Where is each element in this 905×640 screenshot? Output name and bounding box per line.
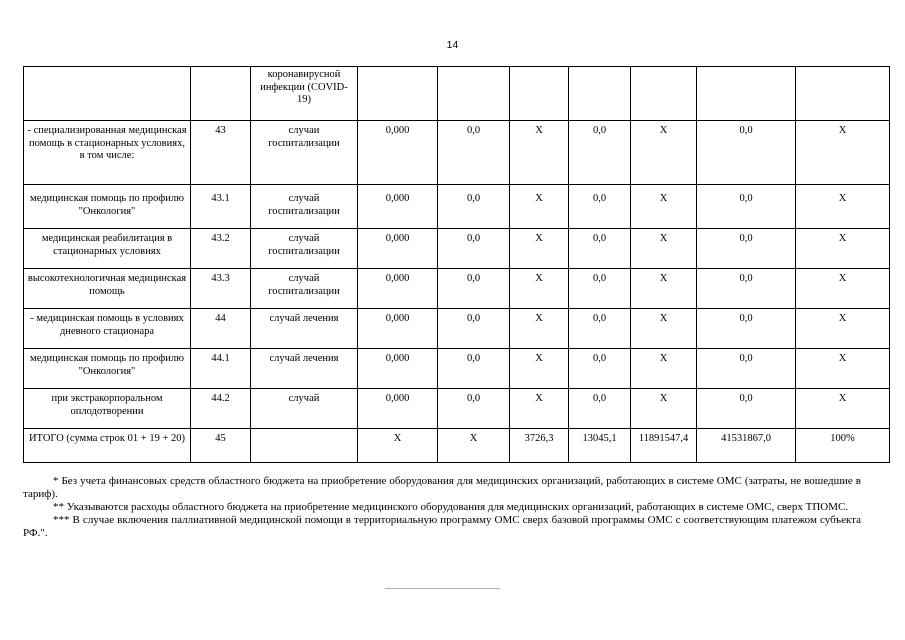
table-cell: 44 [191,309,251,349]
table-cell: 44.2 [191,389,251,429]
table-cell: случай госпитализации [251,229,358,269]
table-cell: - специализированная медицинская помощь в стационарных условиях, в том числе: [24,121,191,185]
table-cell: 0,000 [358,349,438,389]
footnotes [23,475,861,540]
table-cell: при экстракорпоральном оплодотворении [24,389,191,429]
table-cell: 0,0 [438,229,510,269]
table-row [24,349,890,389]
bottom-divider [385,588,500,589]
table-row [24,269,890,309]
table-row-total [24,429,890,463]
table-cell: X [510,309,569,349]
table-cell: X [358,429,438,463]
table-cell [251,429,358,463]
table-cell: 0,0 [697,349,796,389]
table-cell: 0,0 [569,349,631,389]
table-cell: 0,0 [438,121,510,185]
table-cell: 0,0 [697,229,796,269]
table-cell [358,67,438,121]
table-cell: случай госпитализации [251,269,358,309]
table-cell [191,67,251,121]
table-cell: 0,0 [438,269,510,309]
table-cell: 0,000 [358,389,438,429]
table-cell: X [631,121,697,185]
table-cell: X [631,269,697,309]
table-cell: случай лечения [251,349,358,389]
table-cell: медицинская реабилитация в стационарных условиях [24,229,191,269]
table-cell: 41531867,0 [697,429,796,463]
table-row [24,229,890,269]
footnote: ** Указываются расходы областного бюджета на приобретение медицинского оборудования для медицинских организаций, работающих в системе ОМС, сверх ТПОМС. [53,501,849,513]
table-cell: 13045,1 [569,429,631,463]
table-cell: 0,0 [697,185,796,229]
table-cell: 0,000 [358,185,438,229]
table-cell [510,67,569,121]
table-cell: 0,0 [697,121,796,185]
table-cell: 0,0 [569,229,631,269]
table-cell: 45 [191,429,251,463]
table-cell: 0,0 [697,269,796,309]
table-cell: X [510,349,569,389]
table-cell: 0,0 [569,185,631,229]
table-cell: X [510,185,569,229]
table-cell: 0,000 [358,229,438,269]
table-cell: 0,0 [697,309,796,349]
table-cell: X [510,121,569,185]
table-cell: X [631,349,697,389]
table-cell: 43.2 [191,229,251,269]
table-cell: высокотехнологичная медицинская помощь [24,269,191,309]
table-cell [24,67,191,121]
table-cell [631,67,697,121]
table-cell: 0,0 [438,349,510,389]
table-cell: 0,0 [697,389,796,429]
table-cell: случай лечения [251,309,358,349]
table-cell [697,67,796,121]
table-cell: медицинская помощь по профилю "Онкология" [24,185,191,229]
table-cell: 0,0 [438,185,510,229]
table-row [24,67,890,121]
table-cell: 43 [191,121,251,185]
table-cell: 0,000 [358,309,438,349]
table-cell: 44.1 [191,349,251,389]
table-cell: X [796,121,890,185]
tariff-table [23,66,890,463]
table-cell: 11891547,4 [631,429,697,463]
table-cell: случай [251,389,358,429]
table-cell [438,67,510,121]
table-cell: X [510,269,569,309]
table-cell: X [796,349,890,389]
footnote: *** В случае включения паллиативной медицинской помощи в территориальную программу ОМС сверх базовой программы ОМС с соответствующим платежом субъекта РФ.". [23,514,861,539]
table-cell: 0,000 [358,269,438,309]
table-cell: 0,000 [358,121,438,185]
table-cell: коронавирусной инфекции (COVID-19) [251,67,358,121]
table-cell: X [438,429,510,463]
table-cell: 0,0 [569,121,631,185]
table-cell: случай госпитализации [251,185,358,229]
table-cell: 0,0 [438,389,510,429]
table-cell: X [796,309,890,349]
table-cell: X [796,185,890,229]
table-cell: 0,0 [438,309,510,349]
table-cell: 3726,3 [510,429,569,463]
table-cell [796,67,890,121]
table-cell: X [510,389,569,429]
table-cell: ИТОГО (сумма строк 01 + 19 + 20) [24,429,191,463]
table-row [24,309,890,349]
table-cell: - медицинская помощь в условиях дневного стационара [24,309,191,349]
table-cell: X [796,269,890,309]
table-cell [569,67,631,121]
table-cell: X [631,229,697,269]
table-cell: случаи госпитализации [251,121,358,185]
table-cell: медицинская помощь по профилю "Онкология" [24,349,191,389]
table-cell: 0,0 [569,389,631,429]
table-row [24,121,890,185]
table-cell: 43.1 [191,185,251,229]
table-row [24,185,890,229]
table-row [24,389,890,429]
table-cell: 0,0 [569,269,631,309]
table-cell: X [796,229,890,269]
table-cell: X [796,389,890,429]
page-number: 14 [446,39,459,51]
table-cell: 43.3 [191,269,251,309]
footnote: * Без учета финансовых средств областного бюджета на приобретение оборудования для медицинских организаций, работающих в системе ОМС (затраты, не вошедшие в тариф). [23,475,861,500]
table-cell: 100% [796,429,890,463]
table-cell: X [510,229,569,269]
table-cell: X [631,309,697,349]
table-cell: X [631,389,697,429]
table-cell: X [631,185,697,229]
table-cell: 0,0 [569,309,631,349]
